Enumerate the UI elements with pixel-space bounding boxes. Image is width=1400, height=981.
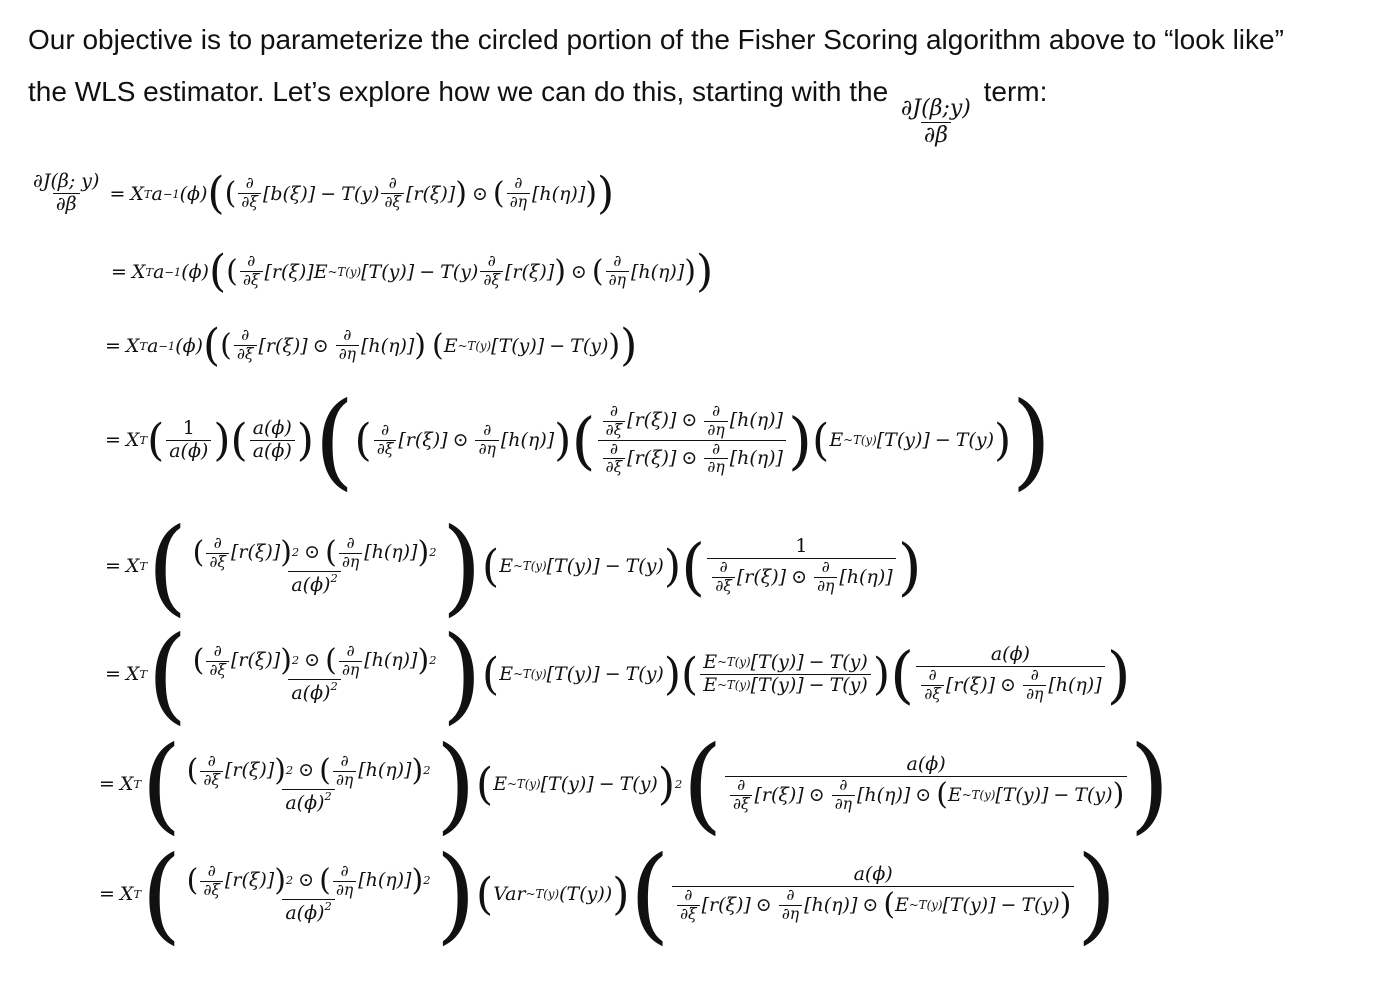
intro-paragraph — [28, 14, 1388, 149]
h-eta: [h(η)] — [531, 182, 586, 205]
equation-line-3: = X T a −1 (ϕ) ( ( $\frac{\partial}{\partial\xi}$ [r(ξ)] ⊙ $\frac{\partial}{\partial\eta}$ [h(η)] ) ( E ~T(y) [T(y)] − T(y) ) ) — [105, 320, 638, 371]
intro-line-1: Our objective is to parameterize the circled portion of the Fisher Scoring algorithm above to “look like” — [28, 24, 1284, 55]
r-xi: [r(ξ)] — [406, 182, 456, 205]
equation-line-1: $\frac{\partial J(\beta; y)}{\partial\beta}$ = X T a −1 (ϕ) ( ( $\frac{\partial}{\partial\xi}$ [b(ξ)] − T(y) $\frac{\partial}{\partial\xi}$ [r(ξ)] ) ⊙ ( $\frac{\partial}{\partial\eta}$ [h(η)] ) ) — [28, 168, 614, 219]
partial-symbol: ∂ — [245, 174, 254, 193]
equation-line-6: = X T ( ( $\frac{\partial}{\partial\xi}$ [r(ξ)] ) 2 ⊙ ( $\frac{\partial}{\partial\eta}$ [h(η)] ) 2 $a(\phi)^2$ ) ( E ~T(y) [T(y)] − T(y) ) ( E ~T(y) [T(y)] − T(y) E ~T(y) [T(y)] − T(y) ) ( a(ϕ) $\frac{\partial}{\partial\xi}$ [r(ξ)] ⊙ $\frac{\partial}{\partial\eta}$ [h(η)] ) — [105, 613, 1131, 735]
phi-arg: (ϕ) — [179, 182, 208, 205]
intro-line-2-text: the WLS estimator. Let’s explore how we can do this, starting with the — [28, 76, 889, 107]
lhs-fraction — [30, 171, 102, 216]
d-eta: ∂η — [507, 193, 530, 212]
a-phi: a(ϕ) — [166, 440, 211, 463]
intro-fraction-numerator: ∂J(β;y) — [900, 96, 971, 121]
intro-line-2-end: term: — [983, 76, 1048, 107]
T-y: T(y) — [341, 182, 380, 205]
intro-fraction-denominator: ∂β — [921, 122, 951, 149]
numerator-one: 1 — [182, 416, 195, 439]
equation-line-7: = X T ( ( $\frac{\partial}{\partial\xi}$ [r(ξ)] ) 2 ⊙ ( $\frac{\partial}{\partial\eta}$ [h(η)] ) 2 $a(\phi)^2$ ) ( E ~T(y) [T(y)] − T(y) ) 2 ( a(ϕ) $\frac{\partial}{\partial\xi}$ [r(ξ)] ⊙ $\frac{\partial}{\partial\eta}$ [h(η)] ⊙ ( E ~T(y) [T(y)] − T(y) ) ) — [99, 723, 1170, 845]
expectation-E: E — [313, 260, 328, 283]
X-symbol: X — [130, 182, 144, 205]
expectation-subscript: ~T(y) — [327, 264, 362, 279]
intro-derivative-fraction — [898, 96, 974, 149]
inverse-exponent: −1 — [162, 186, 180, 201]
intro-line-2 — [28, 66, 1388, 149]
hadamard-operator: ⊙ — [471, 182, 488, 205]
equation-line-2: = X T a −1 (ϕ) ( ( $\frac{\partial}{\partial\xi}$ [r(ξ)] E ~T(y) [T(y)] − T(y) $\frac{\partial}{\partial\xi}$ [r(ξ)] ) ⊙ ( $\frac{\partial}{\partial\eta}$ [h(η)] ) ) — [111, 246, 714, 297]
squared: 2 — [291, 545, 300, 560]
transpose: T — [143, 186, 152, 201]
equation-line-5: = X T ( ( $\frac{\partial}{\partial\xi}$ [r(ξ)] ) 2 ⊙ ( $\frac{\partial}{\partial\eta}$ [h(η)] ) 2 $a(\phi)^2$ ) ( E ~T(y) [T(y)] − T(y) ) ( 1 $\frac{\partial}{\partial\xi}$ [r(ξ)] ⊙ $\frac{\partial}{\partial\eta}$ [h(η)] ) — [105, 505, 922, 627]
d-xi: ∂ξ — [238, 193, 261, 212]
a-symbol: a — [151, 182, 163, 205]
lhs-numerator: ∂J(β; y) — [33, 170, 100, 193]
equals-sign: = — [109, 182, 126, 205]
equation-line-8: = X T ( ( $\frac{\partial}{\partial\xi}$ [r(ξ)] ) 2 ⊙ ( $\frac{\partial}{\partial\eta}$ [h(η)] ) 2 $a(\phi)^2$ ) ( Var ~T(y) (T(y)) ) ( a(ϕ) $\frac{\partial}{\partial\xi}$ [r(ξ)] ⊙ $\frac{\partial}{\partial\eta}$ [h(η)] ⊙ ( E ~T(y) [T(y)] − T(y) ) ) — [99, 833, 1117, 955]
minus-sign: − — [320, 182, 337, 205]
variance-argument: (T(y)) — [559, 883, 613, 905]
b-xi: [b(ξ)] — [262, 182, 316, 205]
lhs-denominator: ∂β — [53, 193, 80, 216]
equation-line-4: = X T ( $\frac{1}{a(\phi)}$ ) ( $\frac{a(\phi)}{a(\phi)}$ ) ( ( $\frac{\partial}{\partial\xi}$ [r(ξ)] ⊙ $\frac{\partial}{\partial\eta}$ [h(η)] ) ( $\frac{\partial}{\partial\xi}$ [r(ξ)] ⊙ $\frac{\partial}{\partial\eta}$ [h(η)] $\frac{\partial}{\partial\xi}$ [r(ξ)] ⊙ $\frac{\partial}{\partial\eta}$ [h(η)] ) ( E ~T(y) [T(y)] − T(y) ) ) — [105, 379, 1052, 501]
variance-symbol: Var — [493, 883, 526, 905]
